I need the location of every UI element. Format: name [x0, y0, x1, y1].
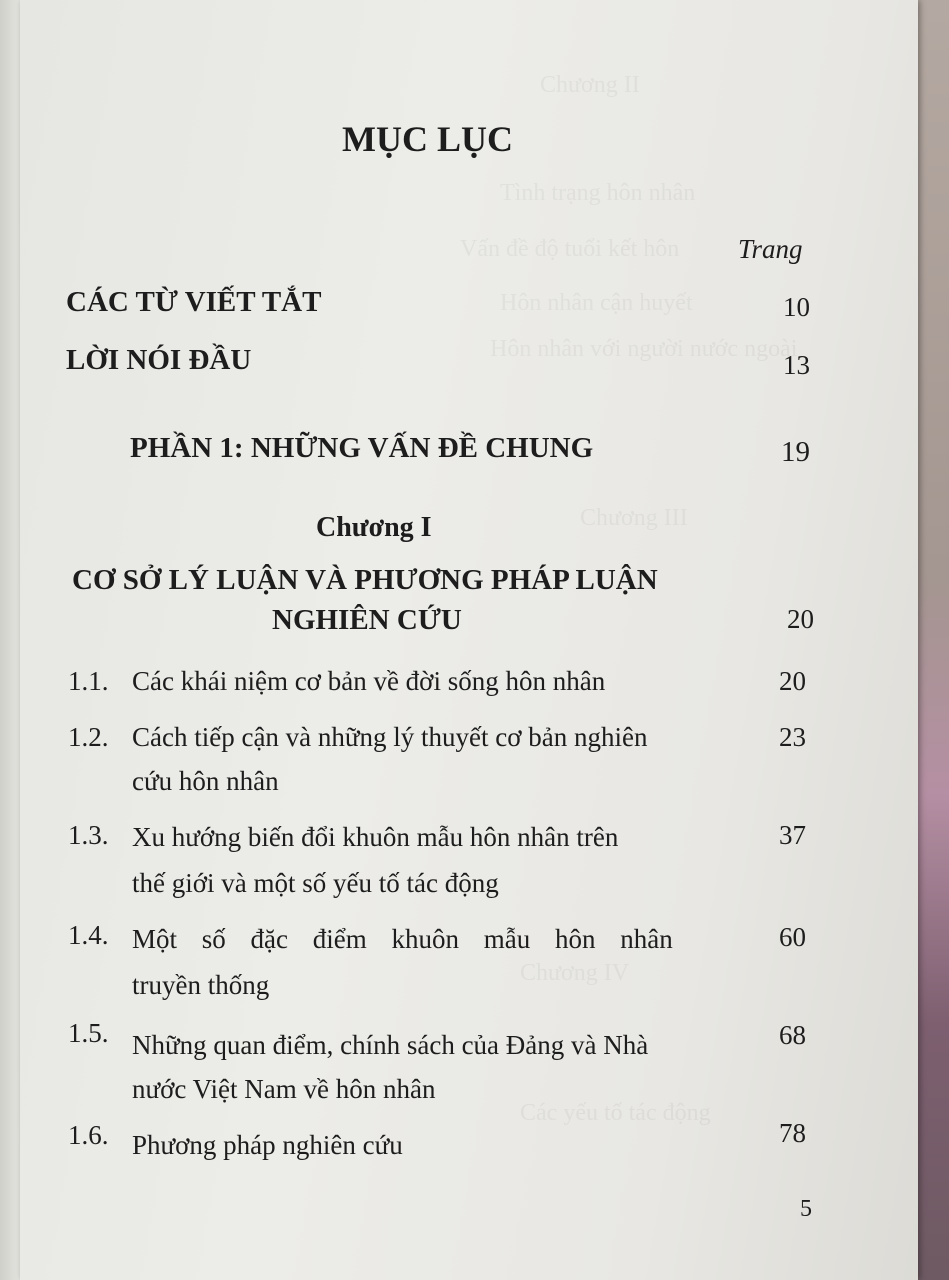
- entry-number: 1.2.: [68, 722, 109, 752]
- entry-title-line: Những quan điểm, chính sách của Đảng và Nhà: [132, 1030, 649, 1060]
- entry-title-line: cứu hôn nhân: [132, 766, 279, 796]
- entry-title-line: Một số đặc điểm khuôn mẫu hôn nhân: [132, 924, 673, 954]
- part-page: 19: [781, 436, 810, 468]
- chapter-label: Chương I: [316, 512, 432, 543]
- page-column-label: Trang: [738, 234, 803, 264]
- entry-page: 60: [779, 922, 806, 952]
- entry-title-line: Phương pháp nghiên cứu: [132, 1130, 403, 1160]
- book-page: Chương II Tình trạng hôn nhân Vấn đề độ tuổi kết hôn Hôn nhân cận huyết Hôn nhân với người nước ngoài Chương III Chương IV Các yếu tố tác động MỤC LỤC Trang CÁC TỪ VIẾT TẮT 10 LỜI NÓI ĐẦU 13 PHẦN 1: NHỮNG VẤN ĐỀ CHUNG 19 Chương I CƠ SỞ LÝ LUẬN VÀ PHƯƠNG PHÁP LUẬN NGHIÊN CỨU 20 1.1. Các khái niệm cơ bản về đời sống hôn nhân 20 1.2. Cách tiếp cận và những lý thuyết cơ bản nghiên cứu hôn nhân 23 1.3. Xu hướng biến đổi khuôn mẫu hôn nhân trên thế giới và một số yếu tố tác động 37 1.4. Một số đặc điểm khuôn mẫu hôn nhân truyền thống 60 1.5. Những quan điểm, chính sách của Đảng và Nhà nước Việt Nam về hôn nhân 68 1.6. Phương pháp nghiên cứu 78 5: [20, 0, 918, 1280]
- entry-page: 23: [779, 722, 806, 752]
- entry-page: 68: [779, 1020, 806, 1050]
- page-number: 5: [800, 1196, 812, 1222]
- entry-number: 1.5.: [68, 1018, 109, 1048]
- entry-title-line: Các khái niệm cơ bản về đời sống hôn nhân: [132, 666, 606, 696]
- entry-title-line: thế giới và một số yếu tố tác động: [132, 868, 499, 898]
- entry-number: 1.3.: [68, 820, 109, 850]
- chapter-page: 20: [787, 604, 814, 634]
- background-right: [918, 0, 949, 1280]
- part-title: PHẦN 1: NHỮNG VẤN ĐỀ CHUNG: [130, 432, 594, 464]
- entry-number: 1.1.: [68, 666, 109, 696]
- entry-title-line: Cách tiếp cận và những lý thuyết cơ bản nghiên: [132, 722, 648, 752]
- chapter-title-line2: NGHIÊN CỨU: [272, 604, 462, 636]
- entry-number: 1.6.: [68, 1120, 109, 1150]
- toc-entry-page: 13: [783, 350, 810, 380]
- entry-number: 1.4.: [68, 920, 109, 950]
- entry-page: 37: [779, 820, 806, 850]
- entry-title-line: nước Việt Nam về hôn nhân: [132, 1074, 436, 1104]
- toc-entry-page: 10: [783, 292, 810, 322]
- entry-page: 78: [779, 1118, 806, 1148]
- toc-entry-title: LỜI NÓI ĐẦU: [66, 344, 252, 376]
- entry-page: 20: [779, 666, 806, 696]
- entry-title-line: truyền thống: [132, 970, 270, 1000]
- chapter-title-line1: CƠ SỞ LÝ LUẬN VÀ PHƯƠNG PHÁP LUẬN: [72, 564, 658, 596]
- toc-heading: MỤC LỤC: [342, 119, 513, 159]
- toc-entry-title: CÁC TỪ VIẾT TẮT: [66, 286, 322, 318]
- entry-title-line: Xu hướng biến đổi khuôn mẫu hôn nhân trên: [132, 822, 619, 852]
- page-edge-left: [0, 0, 22, 1280]
